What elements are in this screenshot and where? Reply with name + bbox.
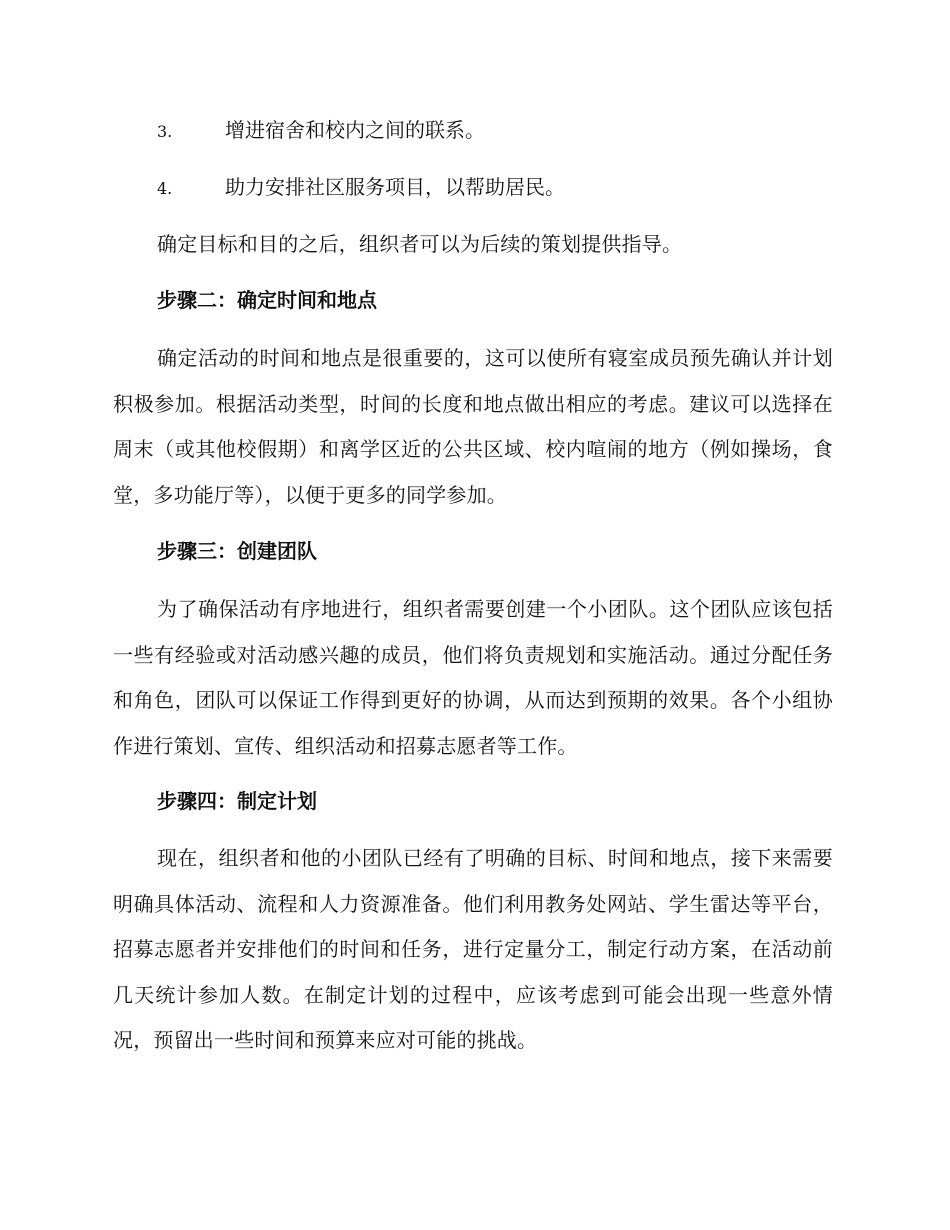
list-number: 3. [157,122,173,141]
list-text: 助力安排社区服务项目，以帮助居民。 [225,175,565,199]
step4-heading: 步骤四：制定计划 [157,789,317,813]
list-number: 4. [157,179,173,198]
list-item [157,115,485,147]
step3-paragraph: 为了确保活动有序地进行，组织者需要创建一个小团队。这个团队应该包括一些有经验或对活动感兴趣的成员，他们将负责规划和实施活动。通过分配任务和角色，团队可以保证工作得到更好的协调，从而达到预期的效果。各个小组协作进行策划、宣传、组织活动和招募志愿者等工作。 [113,597,833,758]
step4-paragraph: 现在，组织者和他的小团队已经有了明确的目标、时间和地点，接下来需要明确具体活动、流程和人力资源准备。他们利用教务处网站、学生雷达等平台，招募志愿者并安排他们的时间和任务，进行定量分工，制定行动方案，在活动前几天统计参加人数。在制定计划的过程中，应该考虑到可能会出现一些意外情况，预留出一些时间和预算来应对可能的挑战。 [113,846,833,1052]
list-text: 增进宿舍和校内之间的联系。 [225,118,485,142]
step2-heading: 步骤二：确定时间和地点 [157,288,377,312]
step2-paragraph: 确定活动的时间和地点是很重要的，这可以使所有寝室成员预先确认并计划积极参加。根据活动类型，时间的长度和地点做出相应的考虑。建议可以选择在周末（或其他校假期）和离学区近的公共区域、校内喧闹的地方（例如操场，食堂，多功能厅等），以便于更多的同学参加。 [113,346,833,507]
step3-heading: 步骤三：创建团队 [157,539,317,563]
list-item [157,172,565,204]
intro-conclusion-paragraph: 确定目标和目的之后，组织者可以为后续的策划提供指导。 [157,232,683,256]
